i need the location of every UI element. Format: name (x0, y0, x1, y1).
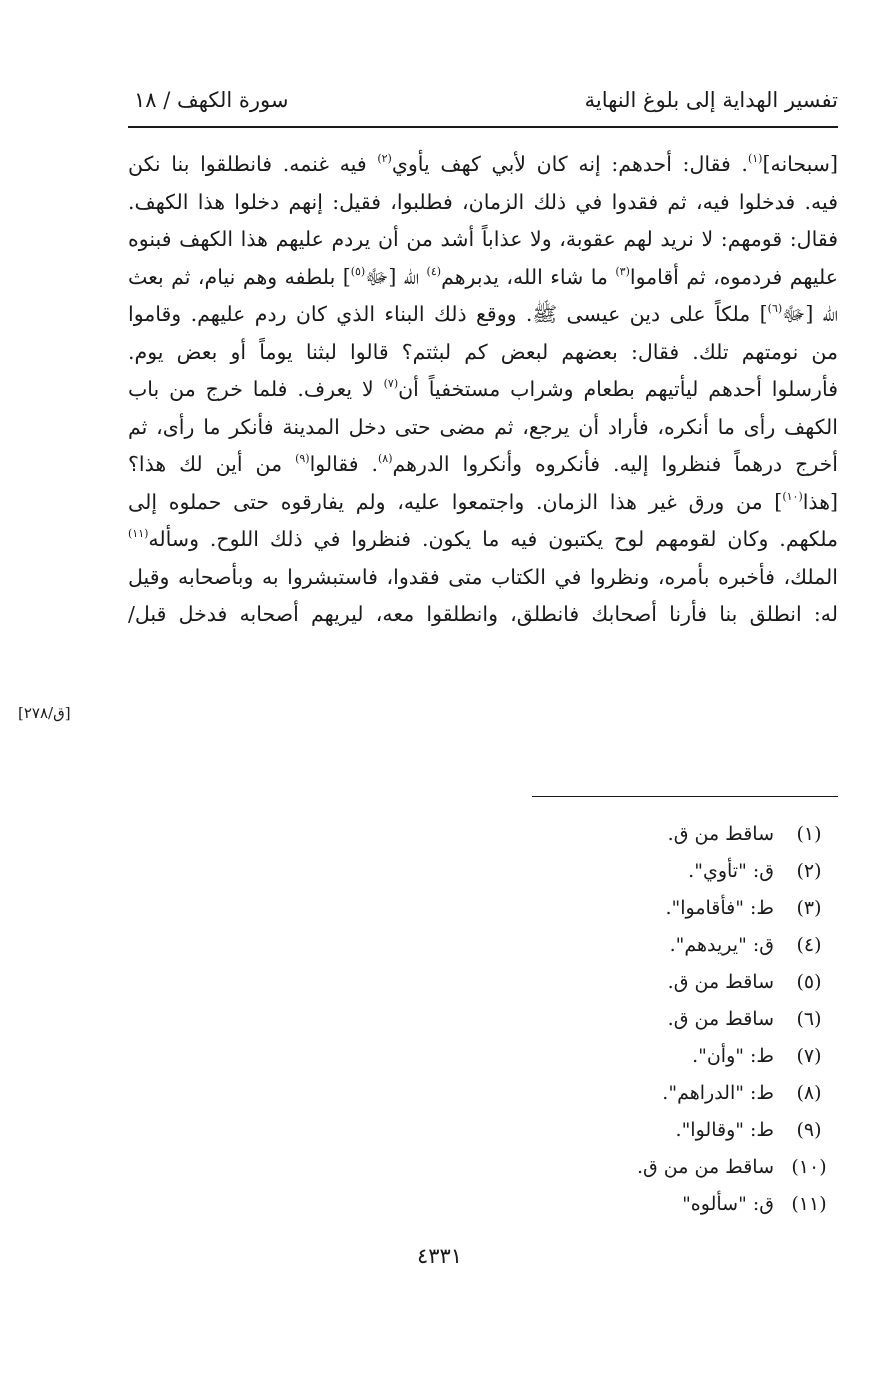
footnote-text: ق: "تأوي". (688, 860, 774, 882)
main-text (128, 146, 838, 634)
footnote-number: (٤) (796, 934, 822, 956)
footnote-marker: (١) (747, 152, 763, 165)
text-line (128, 521, 838, 559)
footnote-marker: (١٠) (782, 489, 803, 503)
footnote-number: (٧) (796, 1045, 822, 1067)
footnote-item (430, 927, 834, 964)
footnote-item (430, 1112, 834, 1149)
footnote-number: (٣) (796, 897, 822, 919)
footnote-text: ساقط من ق. (667, 971, 774, 993)
text-line (128, 409, 838, 447)
text-segment: الملك، فأخبره بأمره، ونظروا في الكتاب متى فقدوا، فاستبشروا به وبأصحابه وقيل (128, 564, 838, 589)
text-line (128, 371, 838, 409)
footnote-number: (٥) (796, 971, 822, 993)
footnote-marker: (٢) (377, 152, 392, 165)
text-segment: الله [ﷻ (782, 302, 838, 326)
footnotes (430, 816, 834, 1223)
footnote-item (430, 964, 834, 1001)
text-segment: ] من ورق غير هذا الزمان. واجتمعوا عليه، ولم يفارقوه حتى حملوه إلى (128, 489, 783, 514)
footnote-item (430, 816, 834, 853)
text-line (128, 334, 838, 372)
text-line (128, 146, 838, 184)
footnote-number: (٨) (796, 1082, 822, 1104)
text-line (128, 559, 838, 597)
text-segment: له: انطلق بنا فأرنا أصحابك فانطلق، وانطلقوا معه، ليريهم أصحابه فدخل قبل/ (128, 602, 838, 626)
text-segment: أخرج درهماً فنظروا إليه. فأنكروه وأنكروا الدرهم (392, 452, 838, 476)
footnote-text: ط: "الدراهم". (662, 1082, 774, 1104)
text-segment: فيه. فدخلوا فيه، ثم فقدوا في ذلك الزمان، فطلبوا، فقيل: إنهم دخلوا هذا الكهف. (128, 189, 838, 214)
text-line (128, 446, 838, 484)
footnote-text: ط: "وأن". (692, 1045, 774, 1067)
footnote-number: (١٠) (791, 1156, 827, 1178)
text-segment: [هذا (802, 489, 838, 514)
footnote-marker: (١١) (128, 527, 149, 540)
footnote-number: (٢) (796, 860, 822, 882)
footnote-text: ساقط من ق. (667, 823, 774, 845)
page-number: ٤٣٣١ (416, 1244, 463, 1268)
footnote-text: ق: "يريدهم". (669, 934, 774, 956)
text-segment: الله [ﷻ (365, 264, 427, 289)
footnote-text: ساقط من ق. (667, 1008, 774, 1030)
header-rule (128, 126, 838, 128)
footnote-marker: (٥) (350, 264, 366, 278)
footnote-marker: (٤) (426, 264, 442, 278)
text-segment: . فقالوا (309, 452, 378, 476)
text-line (128, 596, 838, 634)
text-segment: عليهم فردموه، ثم أقاموا (629, 264, 838, 289)
text-segment: [سبحانه] (762, 152, 838, 176)
footnote-text: ط: "وقالوا". (675, 1119, 774, 1141)
footnote-separator (532, 796, 838, 797)
text-segment: ما شاء الله، يدبرهم (441, 264, 616, 289)
text-segment: فيه غنمه. فانطلقوا بنا نكن (128, 152, 378, 176)
footnote-marker: (٩) (295, 452, 310, 465)
text-line (128, 184, 838, 222)
footnote-text: ق: "سألوه" (682, 1193, 774, 1215)
footnote-item (430, 1001, 834, 1038)
footnote-marker: (٧) (383, 377, 399, 390)
text-segment: فقال: قومهم: لا نريد لهم عقوبة، ولا عذاباً أشد من أن يردم عليهم هذا الكهف فبنوه (128, 227, 838, 251)
footnote-marker: (٨) (378, 452, 393, 465)
footnote-number: (١) (796, 823, 822, 845)
footnote-marker: (٣) (615, 264, 630, 278)
footnote-item (430, 853, 834, 890)
surah-reference: سورة الكهف / ١٨ (134, 88, 289, 112)
text-segment: من أين لك هذا؟ (128, 452, 296, 476)
footnote-text: ساقط من من ق. (636, 1156, 774, 1178)
text-segment: ] ملكاً على دين عيسى ﷺ. ووقع ذلك البناء الذي كان ردم عليهم. وقاموا (128, 302, 768, 326)
manuscript-folio-reference: [ق/٢٧٨] (18, 704, 71, 722)
text-segment: لا يعرف. فلما خرج من باب (128, 377, 384, 401)
footnote-number: (١١) (791, 1193, 827, 1215)
text-segment: ملكهم. وكان لقومهم لوح يكتبون فيه ما يكون. فنظروا في ذلك اللوح. وسأله (148, 527, 838, 551)
text-line (128, 484, 838, 522)
book-title: تفسير الهداية إلى بلوغ النهاية (584, 88, 838, 112)
text-segment: ] بلطفه وهم نيام، ثم بعث (128, 264, 351, 289)
text-line (128, 221, 838, 259)
footnote-marker: (٦) (767, 302, 783, 315)
text-segment: من نومتهم تلك. فقال: بعضهم لبعض كم لبثتم؟ قالوا لبثنا يوماً أو بعض يوم. (128, 339, 838, 364)
footnote-item (430, 1038, 834, 1075)
text-segment: فأرسلوا أحدهم ليأتيهم بطعام وشراب مستخفياً أن (398, 377, 838, 401)
footnote-item (430, 1186, 834, 1223)
text-line (128, 296, 838, 334)
text-segment: . فقال: أحدهم: إنه كان لأبي كهف يأوي (391, 152, 748, 176)
running-header (128, 84, 838, 124)
footnote-item (430, 1075, 834, 1112)
text-line (128, 259, 838, 297)
footnote-number: (٦) (796, 1008, 822, 1030)
footnote-item (430, 1149, 834, 1186)
footnote-item (430, 890, 834, 927)
text-segment: الكهف رأى ما أنكره، فأراد أن يرجع، ثم مضى حتى دخل المدينة فأنكر ما رأى، ثم (128, 414, 838, 439)
footnote-text: ط: "فأقاموا". (665, 897, 774, 919)
footnote-number: (٩) (796, 1119, 822, 1141)
